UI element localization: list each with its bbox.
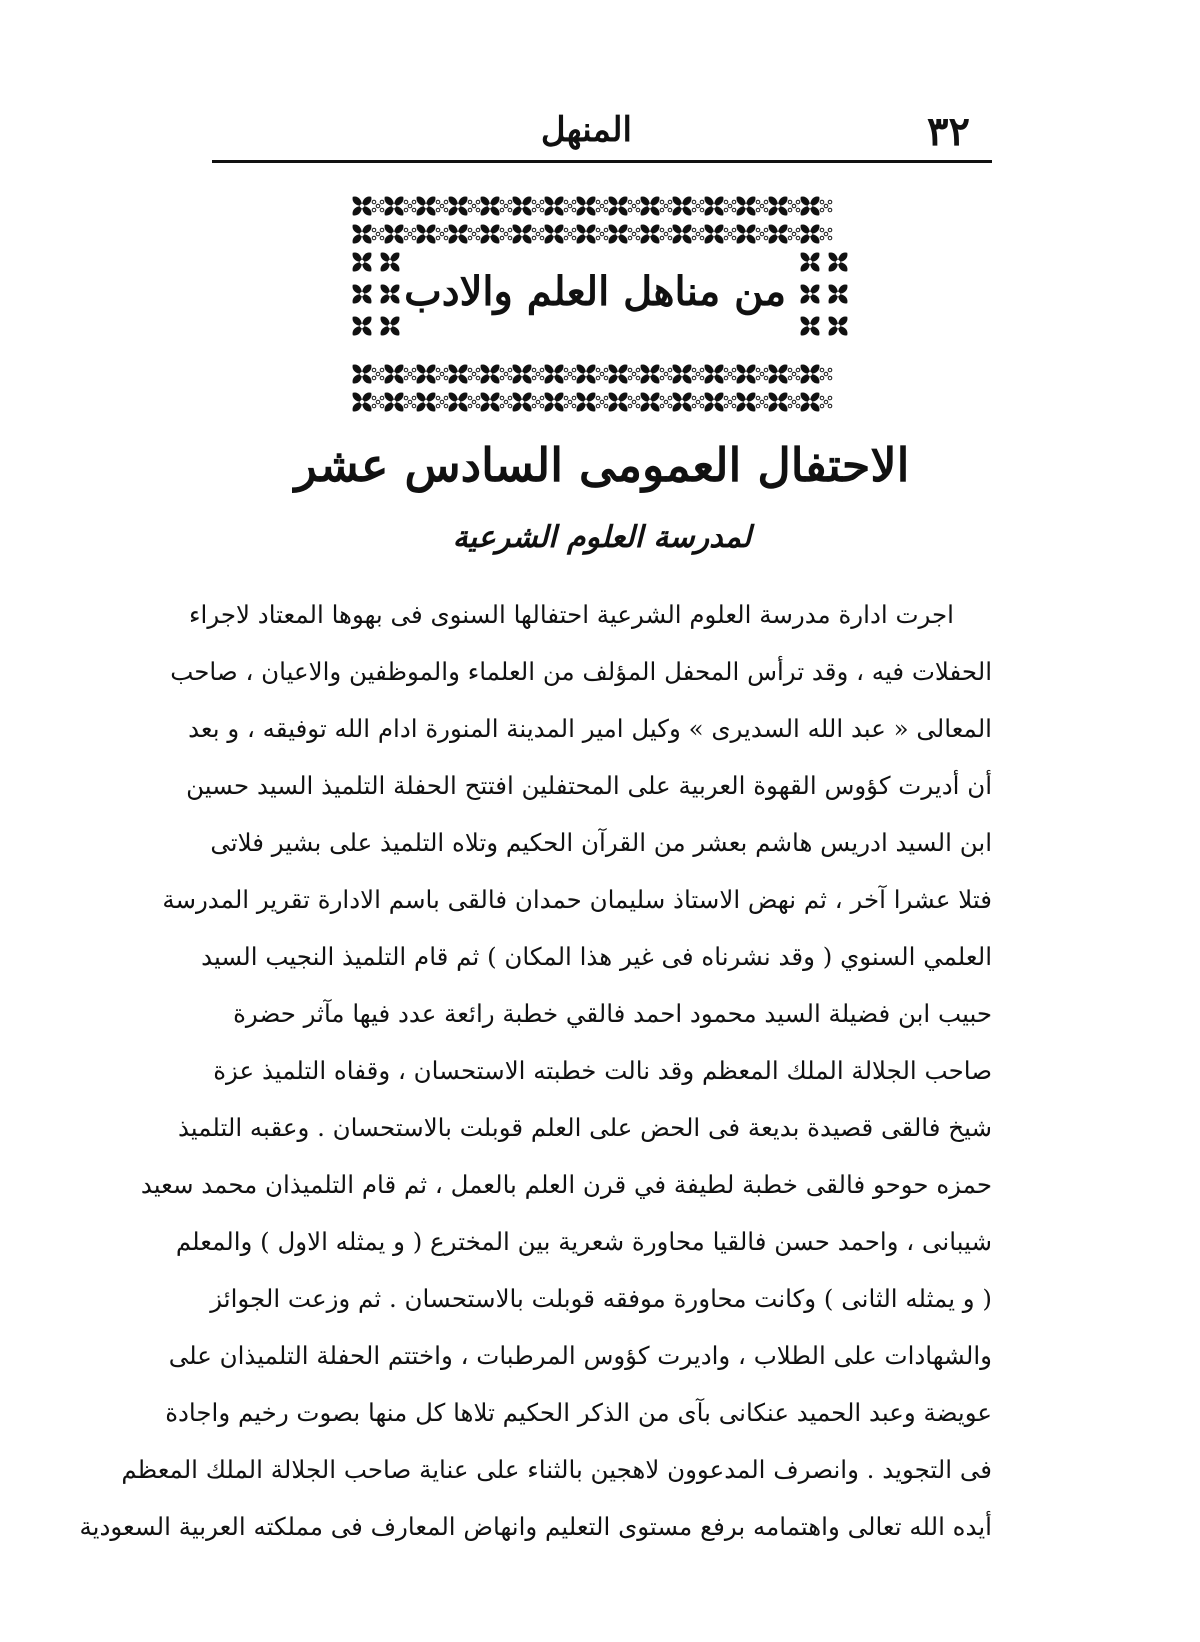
journal-name: المنهل xyxy=(540,110,632,150)
running-header xyxy=(212,100,992,160)
body-line: اجرت ادارة مدرسة العلوم الشرعية احتفالها السنوى فى بهوها المعتاد لاجراء xyxy=(189,600,954,629)
body-line: ابن السيد ادريس هاشم بعشر من القرآن الحكيم وتلاه التلميذ على بشير فلاتى xyxy=(210,828,992,857)
body-line: فتلا عشرا آخر ، ثم نهض الاستاذ سليمان حمدان فالقى باسم الادارة تقرير المدرسة xyxy=(162,885,992,914)
body-line: العلمي السنوي ( وقد نشرناه فى غير هذا المكان ) ثم قام التلميذ النجيب السيد xyxy=(201,942,992,971)
header-rule xyxy=(212,160,992,163)
body-line: شيخ فالقى قصيدة بديعة فى الحض على العلم قوبلت بالاستحسان . وعقبه التلميذ xyxy=(177,1113,992,1142)
section-title: من مناهل العلم والادب xyxy=(404,268,786,315)
body-line: عويضة وعبد الحميد عنكانى بآى من الذكر الحكيم تلاها كل منها بصوت رخيم واجادة xyxy=(165,1398,992,1427)
ornamental-frame xyxy=(344,188,856,420)
article-subtitle: لمدرسة العلوم الشرعية xyxy=(452,520,752,555)
body-line: صاحب الجلالة الملك المعظم وقد نالت خطبته الاستحسان ، وقفاه التلميذ عزة xyxy=(213,1056,992,1085)
body-line: المعالى « عبد الله السديرى » وكيل امير المدينة المنورة ادام الله توفيقه ، و بعد xyxy=(188,714,992,743)
article-title: الاحتفال العمومى السادس عشر xyxy=(294,438,910,492)
page-number: ٣٢ xyxy=(927,108,970,155)
body-line: أن أديرت كؤوس القهوة العربية على المحتفلين افتتح الحفلة التلميذ السيد حسين xyxy=(186,771,992,800)
body-line: حمزه حوحو فالقى خطبة لطيفة في قرن العلم بالعمل ، ثم قام التلميذان محمد سعيد xyxy=(140,1170,992,1199)
body-line: فى التجويد . وانصرف المدعوون لاهجين بالثناء على عناية صاحب الجلالة الملك المعظم xyxy=(121,1455,992,1484)
body-line: الحفلات فيه ، وقد ترأس المحفل المؤلف من العلماء والموظفين والاعيان ، صاحب xyxy=(170,657,992,686)
body-line: والشهادات على الطلاب ، واديرت كؤوس المرطبات ، واختتم الحفلة التلميذان على xyxy=(168,1341,992,1370)
body-line: شيبانى ، واحمد حسن فالقيا محاورة شعرية بين المخترع ( و يمثله الاول ) والمعلم xyxy=(175,1227,992,1256)
body-line: ( و يمثله الثانى ) وكانت محاورة موفقه قوبلت بالاستحسان . ثم وزعت الجوائز xyxy=(210,1284,992,1313)
body-line: أيده الله تعالى واهتمامه برفع مستوى التعليم وانهاض المعارف فى مملكته العربية السعودية xyxy=(79,1512,992,1541)
article-body xyxy=(79,586,992,1555)
body-line: حبيب ابن فضيلة السيد محمود احمد فالقي خطبة رائعة عدد فيها مآثر حضرة xyxy=(233,999,992,1028)
